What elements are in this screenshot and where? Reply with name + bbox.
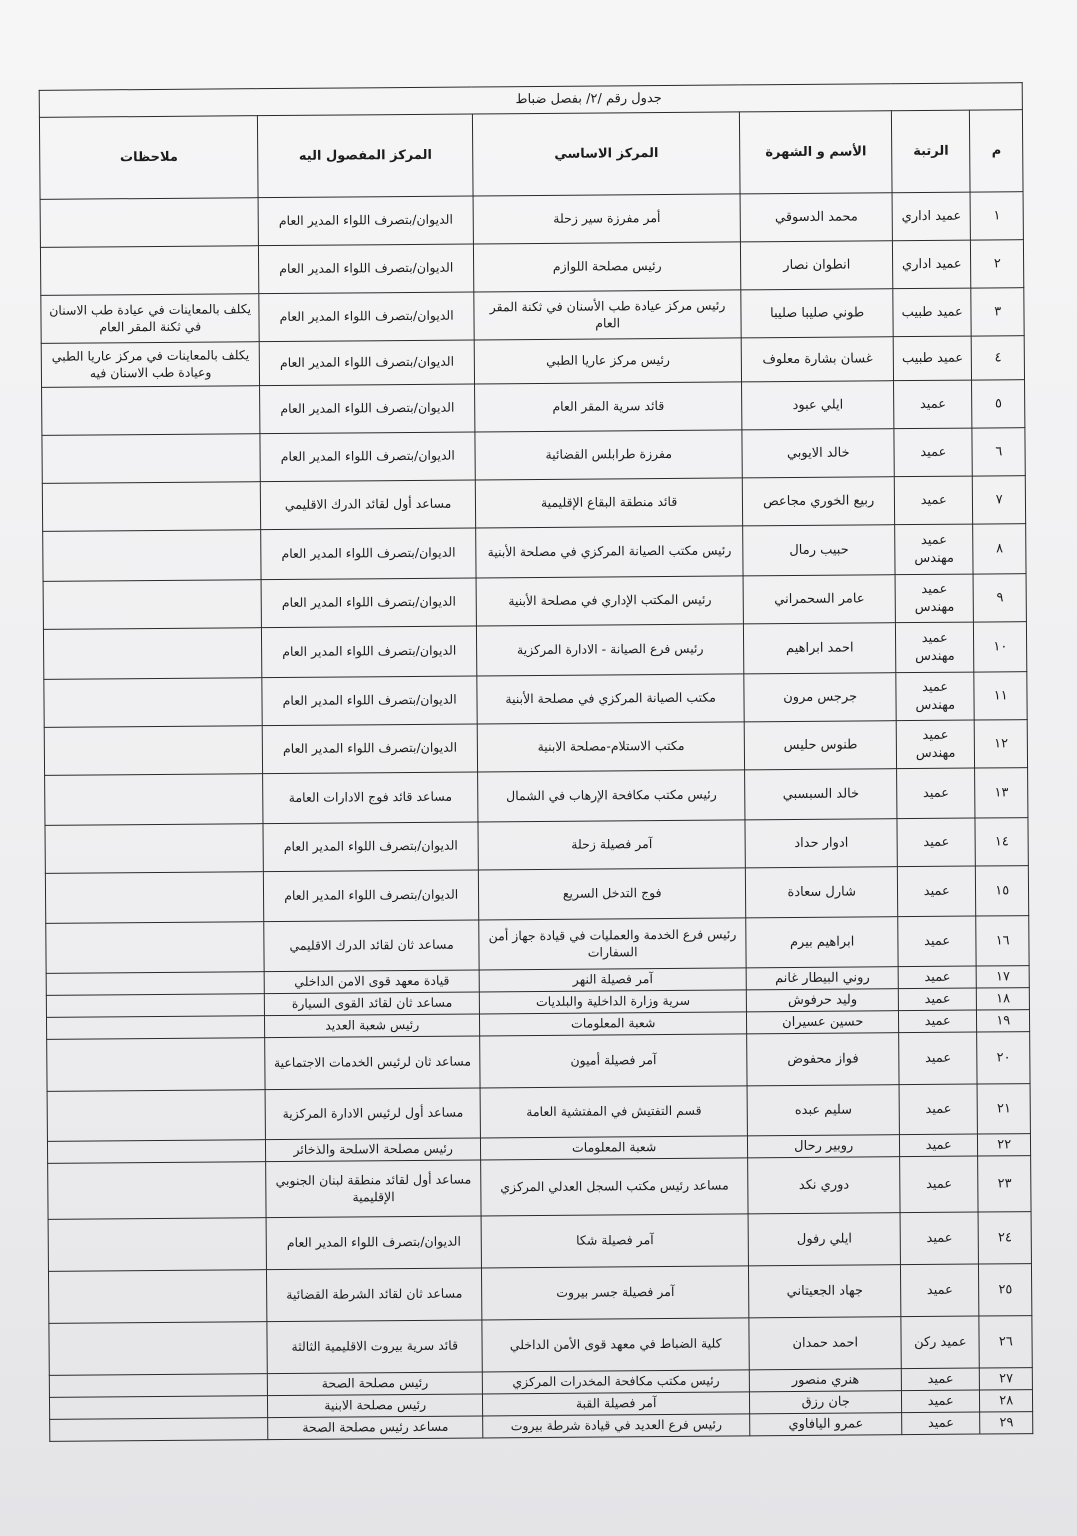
table-row: [47, 1032, 1030, 1092]
cell-notes: [48, 1270, 267, 1324]
cell-name: عامر السحمراني: [743, 575, 895, 624]
cell-rank: عميد اداري: [892, 240, 971, 289]
cell-name: ربيع الخوري مجاعص: [743, 477, 895, 526]
cell-rank: عميد: [894, 380, 973, 429]
cell-name: جهاد الجعيتاني: [749, 1265, 901, 1318]
cell-num: ٢٦: [979, 1316, 1032, 1368]
table-row: [42, 428, 1025, 484]
cell-name: دوري نكد: [748, 1157, 900, 1214]
cell-base-post: رئيس فرع الخدمة والعمليات في قيادة جهاز أمن السفارات: [479, 918, 747, 970]
cell-notes: [42, 386, 261, 436]
cell-name: وليد حرفوش: [747, 989, 899, 1012]
cell-rank: عميد: [894, 428, 973, 477]
cell-notes: [47, 1140, 266, 1164]
cell-base-post: أمر مفرزة سير زحلة: [473, 194, 741, 244]
cell-detached-post: مساعد أول لقائد الدرك الاقليمي: [261, 480, 476, 530]
cell-name: ايلي عبود: [742, 381, 894, 430]
cell-rank: عميد: [899, 1084, 978, 1135]
cell-num: ١٣: [975, 768, 1028, 818]
cell-notes: [47, 1038, 266, 1092]
cell-notes: [49, 1374, 268, 1398]
cell-rank: عميد: [897, 818, 976, 867]
cell-base-post: رئيس فرع الصيانة - الادارة المركزية: [476, 624, 744, 676]
cell-notes: [40, 246, 259, 296]
cell-notes: [42, 434, 261, 484]
cell-notes: [42, 482, 261, 532]
cell-notes: [46, 994, 265, 1018]
cell-name: ابراهيم بيرم: [746, 917, 898, 968]
cell-rank: عميد: [900, 1212, 979, 1265]
table-header-row: [39, 110, 1023, 200]
cell-base-post: آمر فصيلة النهر: [479, 968, 747, 992]
cell-base-post: آمر فصيلة زحلة: [478, 820, 746, 870]
cell-detached-post: رئيس شعبة العديد: [265, 1014, 480, 1038]
cell-base-post: قائد منطقة البقاع الإقليمية: [475, 478, 743, 528]
cell-num: ٣: [971, 288, 1024, 336]
officers-table: [39, 82, 1034, 1442]
cell-name: طنوس حليس: [745, 721, 897, 770]
cell-notes: [49, 1396, 268, 1420]
cell-rank: عميد اداري: [892, 192, 971, 241]
cell-detached-post: مساعد أول لقائد منطقة لبنان الجنوبي الإقليمية: [266, 1160, 481, 1218]
cell-detached-post: مساعد ثان لرئيس الخدمات الاجتماعية: [265, 1036, 480, 1090]
cell-name: انطوان نصار: [741, 241, 893, 290]
cell-name: حسين عسيران: [747, 1011, 899, 1034]
cell-num: ٢٠: [977, 1032, 1030, 1084]
table-row: [43, 622, 1026, 680]
cell-num: ١٨: [977, 988, 1030, 1010]
cell-rank: عميد: [900, 1264, 979, 1317]
cell-name: هنري منصور: [750, 1369, 902, 1392]
cell-notes: [44, 678, 263, 728]
cell-base-post: مكتب الاستلام-مصلحة الابنية: [477, 722, 745, 772]
cell-num: ٢٣: [978, 1156, 1031, 1212]
cell-name: جان رزق: [750, 1391, 902, 1414]
cell-num: ١١: [974, 672, 1027, 720]
cell-name: ادوار حداد: [745, 819, 897, 868]
cell-notes: [43, 580, 262, 630]
cell-num: ٢٨: [980, 1390, 1033, 1412]
cell-notes: [49, 1322, 268, 1376]
cell-detached-post: الديوان/بتصرف اللواء المدير العام: [258, 196, 473, 246]
table-row: [48, 1264, 1031, 1324]
cell-base-post: آمر فصيلة جسر بيروت: [481, 1266, 749, 1320]
cell-detached-post: رئيس مصلحة الابنية: [268, 1394, 483, 1418]
cell-detached-post: مساعد ثان لقائد الدرك الاقليمي: [264, 920, 479, 972]
cell-rank: عميد: [899, 1032, 978, 1085]
cell-name: حبيب رمال: [743, 525, 895, 576]
cell-num: ١٢: [975, 720, 1028, 768]
cell-rank: عميد: [901, 1368, 980, 1391]
cell-notes: [48, 1162, 267, 1220]
cell-detached-post: الديوان/بتصرف اللواء المدير العام: [263, 822, 478, 872]
cell-detached-post: مساعد أول لرئيس الادارة المركزية: [265, 1088, 480, 1140]
table-row: [42, 380, 1025, 436]
header-name: الأسم و الشهرة: [740, 111, 892, 194]
cell-base-post: آمر فصيلة أميون: [480, 1034, 748, 1088]
table-row: [43, 574, 1026, 630]
cell-num: ٢٩: [980, 1412, 1033, 1434]
cell-name: فواز محفوض: [747, 1033, 899, 1086]
cell-base-post: آمر فصيلة شكا: [481, 1214, 749, 1268]
cell-rank: عميد مهندس: [895, 574, 974, 623]
cell-name: عمرو اليافاوي: [750, 1413, 902, 1436]
cell-detached-post: رئيس مصلحة الاسلحة والذخائر: [266, 1138, 481, 1162]
cell-rank: عميد طبيب: [893, 288, 972, 337]
cell-base-post: سرية وزارة الداخلية والبلديات: [479, 990, 747, 1014]
cell-num: ١٧: [977, 966, 1030, 988]
cell-detached-post: الديوان/بتصرف اللواء المدير العام: [259, 292, 474, 342]
cell-name: طوني صليبا صليبا: [741, 289, 893, 338]
cell-detached-post: الديوان/بتصرف اللواء المدير العام: [262, 626, 477, 678]
cell-base-post: قائد سرية المقر العام: [474, 382, 742, 432]
cell-name: احمد ابراهيم: [744, 623, 896, 674]
table-row: [45, 768, 1028, 826]
cell-rank: عميد: [901, 1390, 980, 1413]
cell-num: ٢٢: [978, 1134, 1031, 1156]
table-caption: جدول رقم /٢/ بفصل ضباط: [39, 83, 1022, 118]
cell-base-post: آمر فصيلة القبة: [482, 1392, 750, 1416]
header-detached-post: المركز المفصول اليه: [258, 114, 473, 198]
table-row: [47, 1084, 1030, 1142]
cell-name: ايلي رفول: [748, 1213, 900, 1266]
cell-num: ٢٧: [980, 1368, 1033, 1390]
cell-num: ١٦: [976, 916, 1029, 966]
table-row: [43, 524, 1026, 582]
cell-notes: [50, 1418, 269, 1442]
cell-name: محمد الدسوقي: [740, 193, 892, 242]
cell-num: ٢٤: [979, 1212, 1032, 1264]
cell-detached-post: الديوان/بتصرف اللواء المدير العام: [261, 528, 476, 580]
cell-num: ٥: [972, 380, 1025, 428]
cell-rank: عميد مهندس: [896, 720, 975, 769]
cell-base-post: رئيس مصلحة اللوازم: [473, 242, 741, 292]
cell-rank: عميد مهندس: [895, 524, 974, 575]
table-row: [41, 288, 1024, 344]
header-base-post: المركز الاساسي: [472, 112, 740, 196]
cell-detached-post: مساعد ثان لقائد القوى السيارة: [265, 992, 480, 1016]
cell-num: ١٩: [977, 1010, 1030, 1032]
header-rank: الرتبة: [891, 110, 970, 193]
cell-detached-post: الديوان/بتصرف اللواء المدير العام: [260, 384, 475, 434]
cell-name: روني البيطار غانم: [747, 967, 899, 990]
cell-notes: يكلف بالمعاينات في مركز عاريا الطبي وعيادة طب الاسنان فيه: [41, 342, 260, 388]
header-notes: ملاحظات: [39, 116, 258, 200]
cell-detached-post: الديوان/بتصرف اللواء المدير العام: [260, 432, 475, 482]
cell-detached-post: رئيس مصلحة الصحة: [268, 1372, 483, 1396]
cell-num: ٢: [971, 240, 1024, 288]
cell-rank: عميد طبيب: [893, 336, 972, 381]
cell-rank: عميد مهندس: [896, 672, 975, 721]
cell-num: ٧: [973, 476, 1026, 524]
cell-base-post: رئيس مركز عيادة طب الأسنان في ثكنة المقر العام: [474, 290, 742, 340]
cell-base-post: مكتب الصيانة المركزي في مصلحة الأبنية: [477, 674, 745, 724]
cell-num: ٤: [972, 336, 1025, 380]
cell-name: خالد السبسبي: [745, 769, 897, 820]
table-row: [45, 866, 1028, 924]
table-row: [40, 240, 1023, 296]
cell-detached-post: الديوان/بتصرف اللواء المدير العام: [263, 724, 478, 774]
cell-base-post: رئيس مركز عاريا الطبي: [474, 338, 742, 384]
cell-num: ٩: [974, 574, 1027, 622]
cell-detached-post: قائد سرية بيروت الاقليمية الثالثة: [267, 1320, 482, 1374]
cell-detached-post: الديوان/بتصرف اللواء المدير العام: [261, 578, 476, 628]
cell-notes: [45, 872, 264, 924]
table-row: [40, 192, 1023, 248]
cell-name: شارل سعادة: [746, 867, 898, 918]
cell-rank: عميد ركن: [901, 1316, 980, 1369]
cell-num: ٢١: [978, 1084, 1031, 1134]
cell-detached-post: الديوان/بتصرف اللواء المدير العام: [259, 244, 474, 294]
cell-base-post: رئيس المكتب الإداري في مصلحة الأبنية: [476, 576, 744, 626]
cell-rank: عميد: [902, 1412, 981, 1435]
cell-detached-post: مساعد ثان لقائد الشرطة القضائية: [267, 1268, 482, 1322]
cell-rank: عميد: [894, 476, 973, 525]
cell-base-post: مفرزة طرابلس القضائية: [475, 430, 743, 480]
cell-name: احمد حمدان: [749, 1317, 901, 1370]
cell-num: ٦: [972, 428, 1025, 476]
cell-rank: عميد مهندس: [895, 622, 974, 673]
cell-base-post: كلية الضباط في معهد قوى الأمن الداخلي: [482, 1318, 750, 1372]
table-row: [48, 1212, 1031, 1272]
cell-name: روبير رحال: [748, 1135, 900, 1158]
cell-rank: عميد: [897, 866, 976, 917]
cell-rank: عميد: [898, 916, 977, 967]
table-row: [44, 672, 1027, 728]
cell-name: جرجس مرون: [744, 673, 896, 722]
cell-notes: [44, 726, 263, 776]
cell-detached-post: الديوان/بتصرف اللواء المدير العام: [262, 676, 477, 726]
cell-notes: [45, 824, 264, 874]
cell-base-post: فوج التدخل السريع: [478, 868, 746, 920]
cell-notes: [46, 1016, 265, 1040]
cell-base-post: مساعد رئيس مكتب السجل العدلي المركزي: [481, 1158, 749, 1216]
cell-num: ١٥: [976, 866, 1029, 916]
cell-name: خالد الايوبي: [742, 429, 894, 478]
cell-rank: عميد: [898, 1010, 977, 1033]
cell-rank: عميد: [900, 1156, 979, 1213]
cell-notes: [46, 972, 265, 996]
cell-notes: [43, 628, 262, 680]
cell-base-post: رئيس فرع العديد في قيادة شرطة بيروت: [483, 1414, 751, 1438]
cell-detached-post: الديوان/بتصرف اللواء المدير العام: [264, 870, 479, 922]
cell-detached-post: الديوان/بتصرف اللواء المدير العام: [266, 1216, 481, 1270]
table-row: [42, 476, 1025, 532]
table-row: [46, 916, 1029, 974]
cell-detached-post: مساعد رئيس مصلحة الصحة: [268, 1416, 483, 1440]
cell-num: ١٤: [975, 818, 1028, 866]
cell-name: سليم عبده: [747, 1085, 899, 1136]
cell-notes: [45, 774, 264, 826]
cell-notes: [43, 530, 262, 582]
cell-base-post: رئيس مكتب الصيانة المركزي في مصلحة الأبنية: [476, 526, 744, 578]
header-num: م: [970, 110, 1023, 192]
cell-num: ١٠: [974, 622, 1027, 672]
cell-rank: عميد: [898, 966, 977, 989]
cell-base-post: قسم التفتيش في المفتشية العامة: [480, 1086, 748, 1138]
cell-rank: عميد: [897, 768, 976, 819]
table-row: [49, 1316, 1032, 1376]
cell-base-post: شعبة المعلومات: [479, 1012, 747, 1036]
cell-num: ٢٥: [979, 1264, 1032, 1316]
cell-base-post: رئيس مكتب مكافحة المخدرات المركزي: [482, 1370, 750, 1394]
cell-rank: عميد: [899, 1134, 978, 1157]
cell-notes: [47, 1090, 266, 1142]
cell-detached-post: قيادة معهد قوى الامن الداخلي: [265, 970, 480, 994]
cell-notes: [46, 922, 265, 974]
table-row: [44, 720, 1027, 776]
cell-base-post: رئيس مكتب مكافحة الإرهاب في الشمال: [477, 770, 745, 822]
cell-base-post: شعبة المعلومات: [480, 1136, 748, 1160]
cell-rank: عميد: [898, 988, 977, 1011]
cell-detached-post: مساعد قائد فوج الادارات العامة: [263, 772, 478, 824]
cell-num: ١: [971, 192, 1024, 240]
cell-name: غسان بشارة معلوف: [742, 337, 894, 382]
table-row: [48, 1156, 1031, 1220]
cell-notes: يكلف بالمعاينات في عيادة طب الاسنان في ثكنة المقر العام: [41, 294, 260, 344]
cell-notes: [48, 1218, 267, 1272]
table-row: [45, 818, 1028, 874]
cell-detached-post: الديوان/بتصرف اللواء المدير العام: [260, 340, 475, 386]
cell-num: ٨: [973, 524, 1026, 574]
table-row: [41, 336, 1024, 388]
cell-notes: [40, 198, 259, 248]
